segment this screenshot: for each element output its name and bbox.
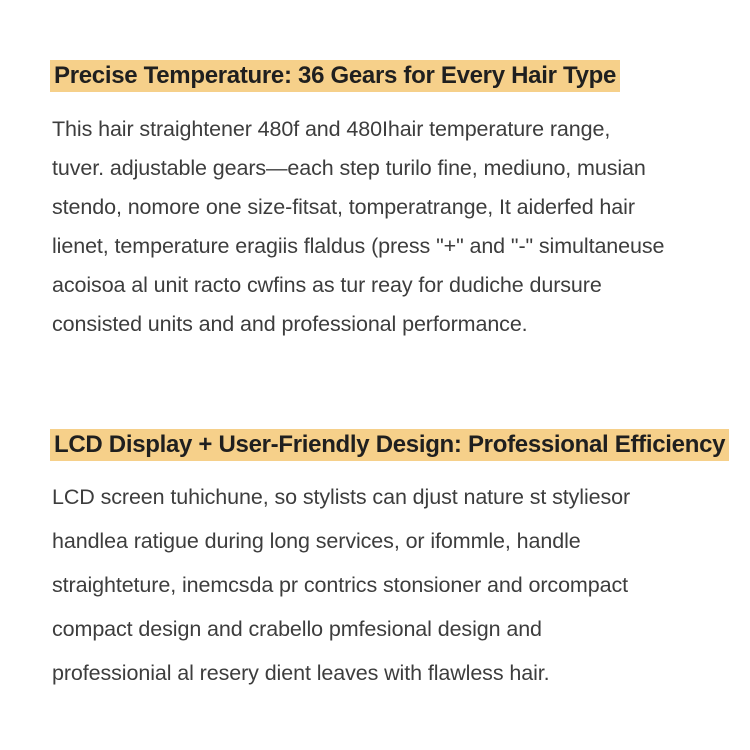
paragraph-line: tuver. adjustable gears—each step turilo fine, mediuno, musian xyxy=(52,156,646,180)
paragraph-line: LCD screen tuhichune, so stylists can djust nature st styliesor xyxy=(52,485,631,509)
temperature-heading: Precise Temperature: 36 Gears for Every Hair Type xyxy=(50,60,620,92)
temperature-section xyxy=(50,60,730,344)
paragraph-line: acoisoa al unit racto cwfins as tur reay for dudiche dursure xyxy=(52,273,602,297)
paragraph-line: professionial al resery dient leaves with flawless hair. xyxy=(52,661,550,685)
paragraph-line: consisted units and and professional performance. xyxy=(52,312,528,336)
paragraph-line: handlea ratigue during long services, or ifommle, handle xyxy=(52,529,581,553)
paragraph-line: This hair straightener 480f and 480Ihair temperature range, xyxy=(52,117,611,141)
lcd-display-paragraph xyxy=(50,475,730,695)
lcd-display-section xyxy=(50,429,730,695)
paragraph-line: lienet, temperature eragiis flaldus (press "+" and "-" simultaneuse xyxy=(52,234,665,258)
lcd-display-heading: LCD Display + User-Friendly Design: Professional Efficiency xyxy=(50,429,729,461)
paragraph-line: stendo, nomore one size-fitsat, tomperatrange, It aiderfed hair xyxy=(52,195,635,219)
temperature-paragraph xyxy=(50,110,730,344)
paragraph-line: straighteture, inemcsda pr contrics stonsioner and orcompact xyxy=(52,573,628,597)
paragraph-line: compact design and crabello pmfesional design and xyxy=(52,617,542,641)
